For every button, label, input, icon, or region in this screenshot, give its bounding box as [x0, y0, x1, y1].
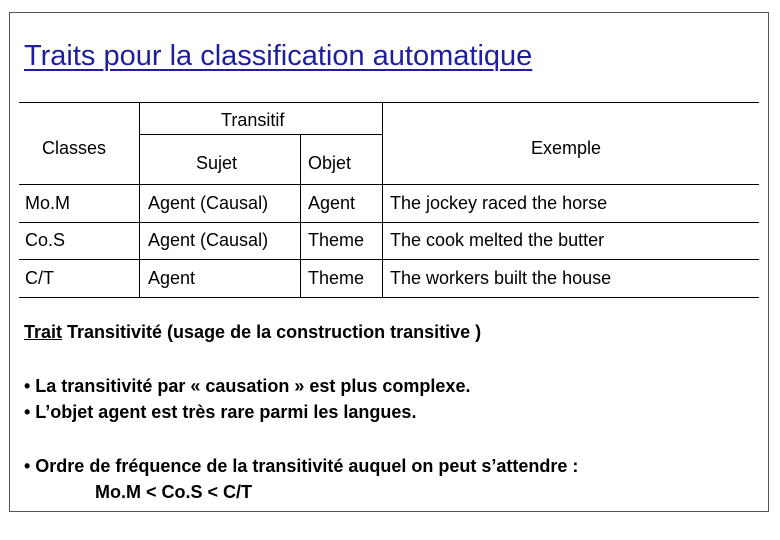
slide-title: Traits pour la classification automatique — [24, 40, 533, 72]
ordre-sequence: Mo.M < Co.S < C/T — [95, 482, 253, 502]
bullet-item: • La transitivité par « causation » est plus complexe. — [24, 376, 471, 396]
header-transitif: Transitif — [221, 110, 285, 130]
row-classe: Co.S — [25, 230, 66, 250]
bullet-item: • L’objet agent est très rare parmi les langues. — [24, 402, 417, 422]
row-exemple: The workers built the house — [390, 268, 612, 288]
header-sujet: Sujet — [196, 153, 238, 173]
row-objet: Theme — [308, 268, 365, 288]
row-objet: Theme — [308, 230, 365, 250]
header-classes: Classes — [42, 138, 107, 158]
header-objet: Objet — [308, 153, 352, 173]
trait-paragraph — [24, 322, 481, 343]
row-sujet: Agent — [148, 268, 196, 288]
row-sujet: Agent (Causal) — [148, 230, 269, 250]
row-sujet: Agent (Causal) — [148, 193, 269, 213]
row-classe: C/T — [25, 268, 54, 288]
slide-frame — [9, 12, 769, 512]
row-classe: Mo.M — [25, 193, 70, 213]
trait-text: Transitivité (usage de la construction transitive ) — [62, 322, 482, 342]
header-exemple: Exemple — [531, 138, 602, 158]
trait-label: Trait — [24, 322, 63, 342]
ordre-text: • Ordre de fréquence de la transitivité auquel on peut s’attendre : — [24, 456, 579, 476]
row-exemple: The jockey raced the horse — [390, 193, 608, 213]
row-objet: Agent — [308, 193, 356, 213]
row-exemple: The cook melted the butter — [390, 230, 605, 250]
